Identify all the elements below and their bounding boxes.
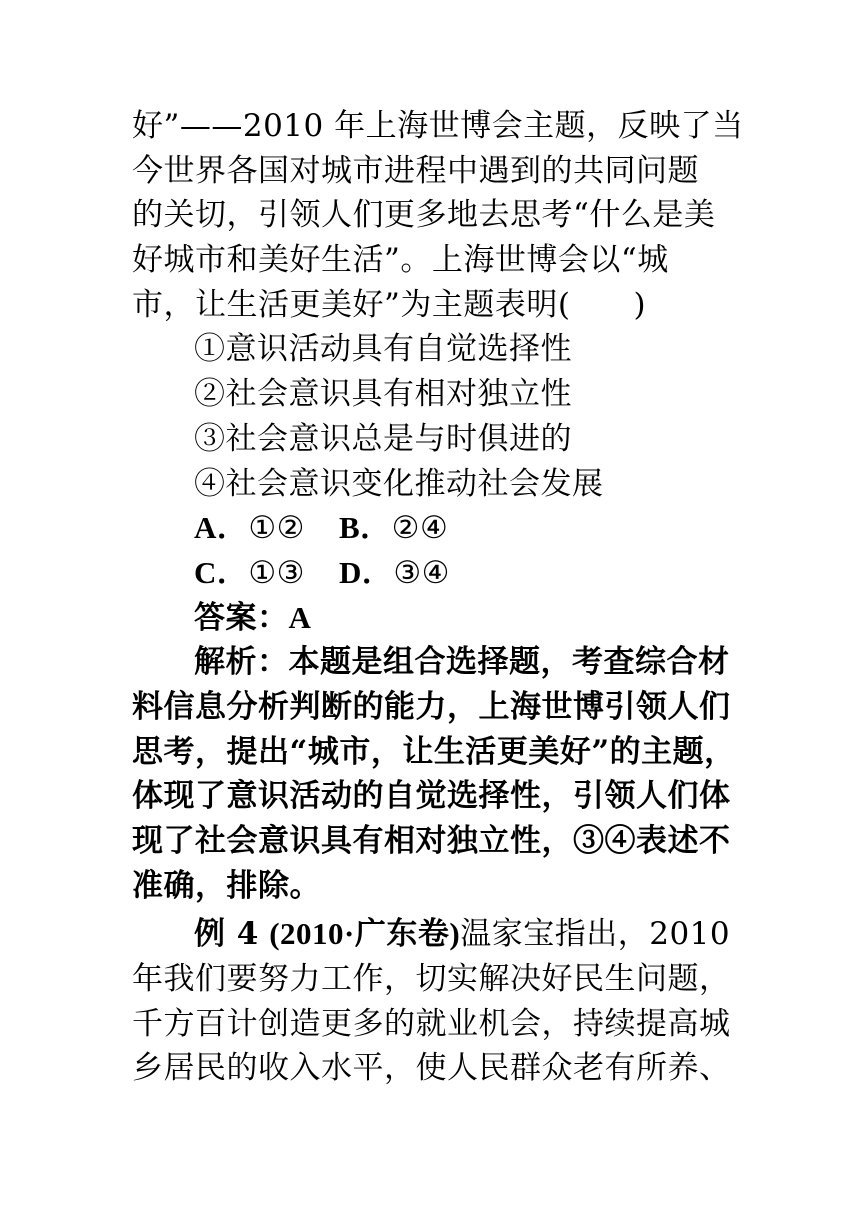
choice-a-label: A． — [194, 510, 249, 546]
analysis-line: 思考，提出“城市，让生活更美好”的主题， — [132, 733, 736, 770]
example-line: 年我们要努力工作，切实解决好民生问题， — [132, 961, 731, 998]
analysis-line: 体现了意识活动的自觉选择性，引领人们体 — [132, 778, 731, 815]
answer-value: A — [288, 599, 312, 635]
answer-choices — [132, 506, 732, 595]
stem-line: 好城市和美好生活”。上海世博会以“城 — [132, 242, 669, 279]
example-4 — [132, 912, 732, 1091]
example-line: 千方百计创造更多的就业机会，持续提高城 — [132, 1005, 731, 1042]
analysis-label: 解析： — [194, 644, 289, 681]
choice-a-value: ①② — [248, 510, 305, 547]
choice-b-value: ②④ — [391, 510, 449, 547]
statement-3: ③社会意识总是与时俱进的 — [194, 420, 572, 457]
answer-label: 答案： — [194, 599, 289, 636]
analysis-line: 现了社会意识具有相对独立性，③④表述不 — [132, 823, 731, 859]
choice-c-value: ①③ — [248, 554, 305, 591]
statement-list — [132, 327, 732, 506]
choice-row — [132, 506, 732, 551]
choice-d-label: D． — [338, 554, 394, 590]
analysis-text: 本题是组合选择题，考查综合材 — [288, 644, 730, 681]
statement-4: ④社会意识变化推动社会发展 — [194, 465, 604, 502]
analysis-line: 准确，排除。 — [132, 867, 321, 904]
stem-line: 今世界各国对城市进程中遇到的共同问题 — [132, 152, 699, 189]
analysis-section — [132, 640, 736, 908]
choice-b-label: B． — [338, 510, 392, 546]
answer-line — [132, 596, 732, 641]
statement-2: ②社会意识具有相对独立性 — [194, 376, 572, 413]
document-page — [132, 104, 744, 1091]
question-stem — [132, 104, 744, 327]
stem-line: 的关切，引领人们更多地去思考“什么是美 — [132, 197, 716, 234]
stem-line: 市，让生活更美好”为主题表明( ) — [132, 286, 647, 323]
choice-c-label: C． — [194, 554, 249, 590]
example-text: 温家宝指出，2010 — [460, 916, 731, 953]
example-label: 例 4 — [194, 916, 259, 953]
choice-row — [132, 551, 732, 596]
choice-d-value: ③④ — [393, 554, 450, 591]
example-line — [132, 912, 732, 957]
statement-1: ①意识活动具有自觉选择性 — [194, 331, 572, 368]
example-source: (2010·广东卷) — [269, 916, 461, 952]
example-line: 乡居民的收入水平，使人民群众老有所养、 — [132, 1050, 731, 1087]
analysis-line — [132, 640, 732, 685]
analysis-line: 料信息分析判断的能力，上海世博引领人们 — [132, 688, 731, 725]
stem-line: 好”——2010 年上海世博会主题，反映了当 — [132, 108, 744, 144]
